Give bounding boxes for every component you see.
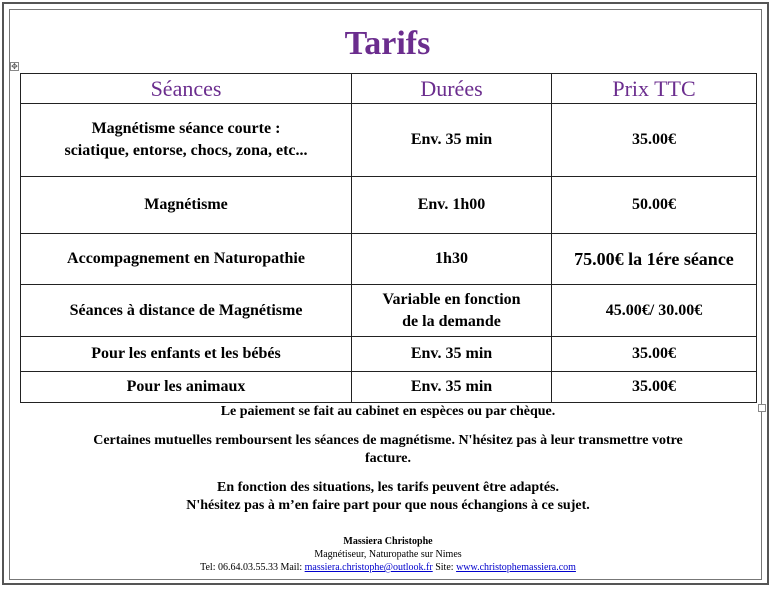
seance-line: sciatique, entorse, chocs, zona, etc...	[64, 142, 308, 159]
situations-line: N'hésitez pas à m’en faire part pour que nous échangions à ce sujet.	[186, 498, 590, 513]
footer-tel-label: Tel: 06.64.03.55.33 Mail:	[200, 562, 303, 573]
cell-duree: Env. 35 min	[352, 337, 552, 372]
mutuelles-line: facture.	[365, 451, 411, 466]
cell-prix: 50.00€	[552, 177, 757, 234]
cell-duree: Env. 35 min	[352, 372, 552, 403]
cell-seance: Pour les enfants et les bébés	[21, 337, 352, 372]
table-resize-handle[interactable]	[758, 404, 766, 412]
email-link[interactable]: massiera.christophe@outlook.fr	[304, 562, 433, 573]
table-move-handle-icon[interactable]: ✥	[11, 62, 18, 71]
footer-name: Massiera Christophe	[343, 536, 433, 547]
footer-profession: Magnétiseur, Naturopathe sur Nimes	[314, 549, 462, 560]
cell-prix: 35.00€	[552, 372, 757, 403]
table-row	[21, 177, 757, 234]
header-seances: Séances	[21, 74, 352, 104]
table-row	[21, 372, 757, 403]
cell-prix: 75.00€ la 1ére séance	[552, 234, 757, 285]
seance-line: Magnétisme séance courte :	[91, 120, 281, 137]
cell-seance	[21, 104, 352, 177]
cell-duree: Env. 35 min	[352, 104, 552, 177]
situations-line: En fonction des situations, les tarifs peuvent être adaptés.	[217, 480, 559, 495]
table-row	[21, 337, 757, 372]
pricing-table	[20, 73, 757, 403]
header-prix: Prix TTC	[552, 74, 757, 104]
cell-seance: Séances à distance de Magnétisme	[21, 285, 352, 337]
mutuelles-line: Certaines mutuelles remboursent les séances de magnétisme. N'hésitez pas à leur transmettre votre	[93, 433, 683, 448]
payment-note: Le paiement se fait au cabinet en espèces ou par chèque.	[220, 404, 556, 419]
situations-note	[20, 479, 756, 515]
cell-prix: 35.00€	[552, 337, 757, 372]
header-durees: Durées	[352, 74, 552, 104]
mutuelles-note	[20, 432, 756, 468]
table-row	[21, 234, 757, 285]
cell-duree: 1h30	[352, 234, 552, 285]
cell-prix: 45.00€/ 30.00€	[552, 285, 757, 337]
page-title: Tarifs	[344, 25, 431, 62]
cell-duree: Env. 1h00	[352, 177, 552, 234]
table-header-row	[21, 74, 757, 104]
cell-prix: 35.00€	[552, 104, 757, 177]
cell-seance: Pour les animaux	[21, 372, 352, 403]
cell-seance: Magnétisme	[21, 177, 352, 234]
cell-duree	[352, 285, 552, 337]
website-link[interactable]: www.christophemassiera.com	[456, 562, 576, 573]
duree-line: Variable en fonction	[382, 290, 521, 308]
footer-contact	[20, 561, 756, 574]
footer-site-label: Site:	[435, 562, 454, 573]
duree-line: de la demande	[402, 312, 501, 330]
table-row	[21, 104, 757, 177]
table-row	[21, 285, 757, 337]
cell-seance: Accompagnement en Naturopathie	[21, 234, 352, 285]
